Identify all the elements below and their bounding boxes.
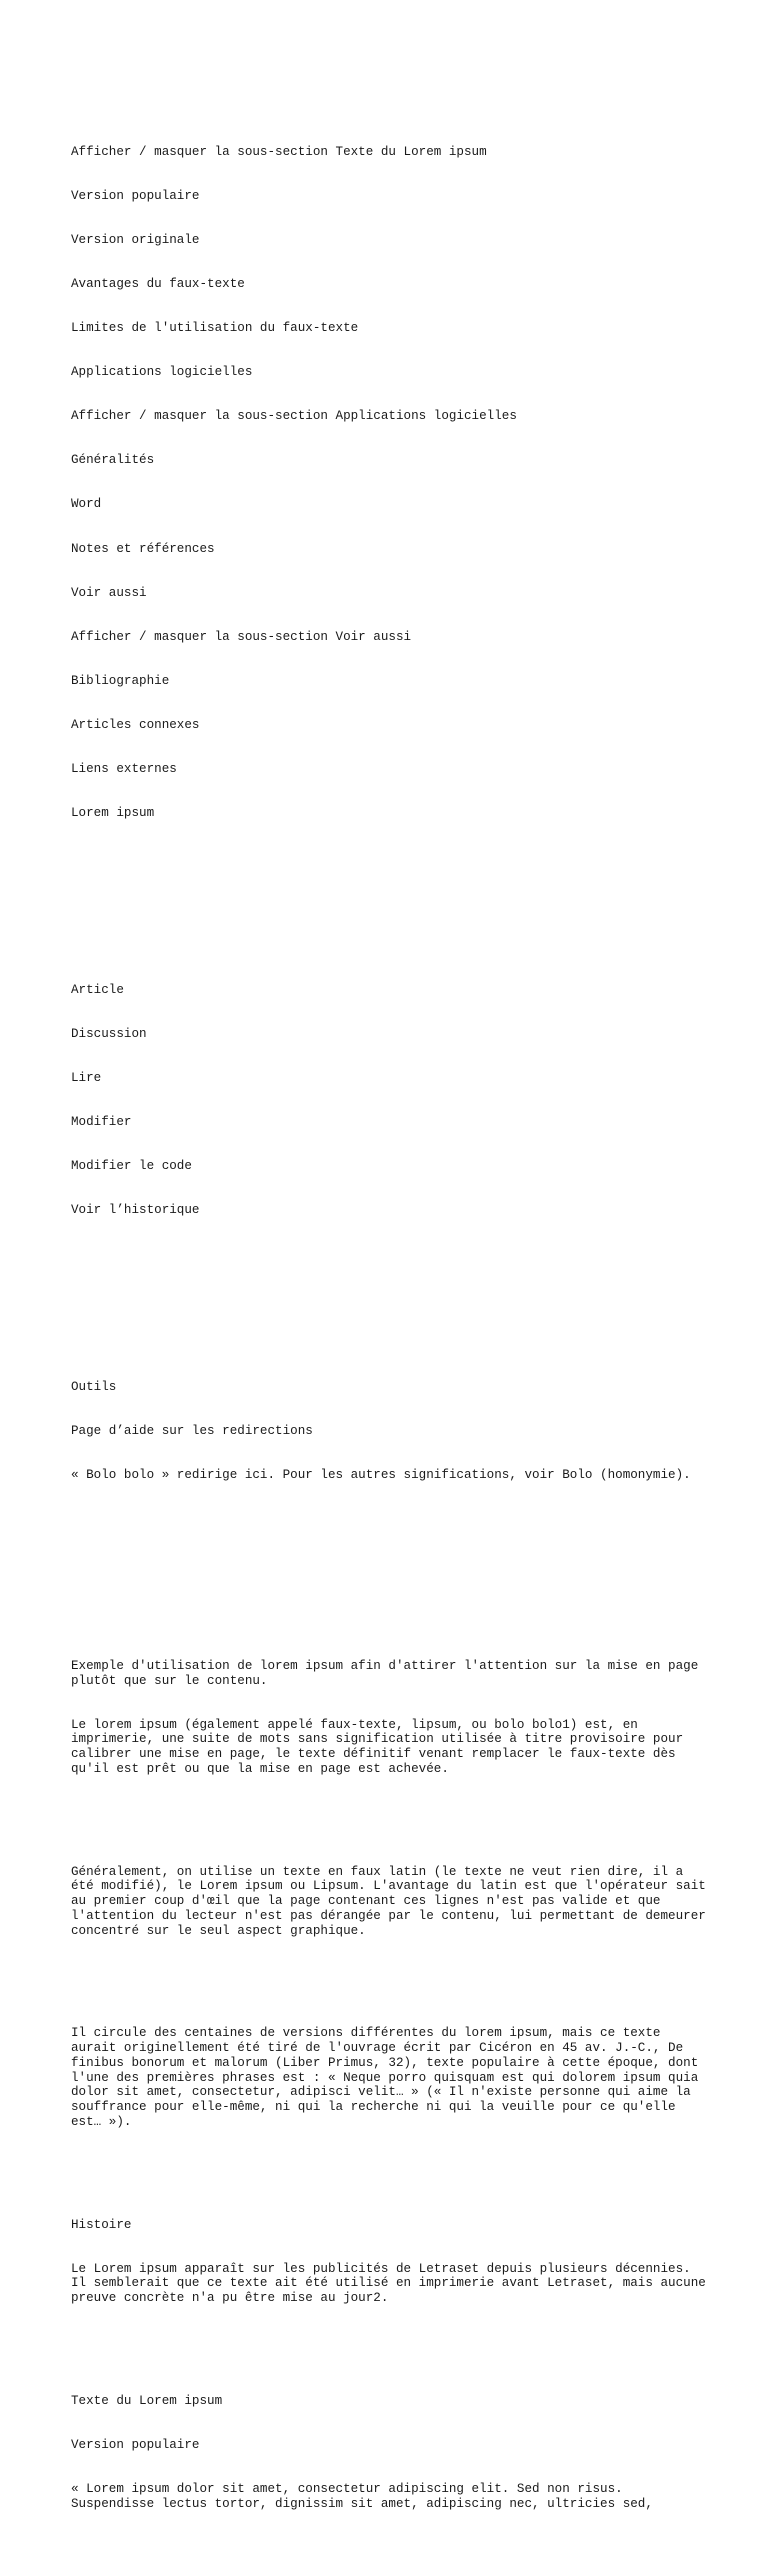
tab-modifier-le-code[interactable]: Modifier le code [71, 1159, 192, 1174]
spacer [71, 894, 711, 909]
lorem-quote: « Lorem ipsum dolor sit amet, consectetur adipiscing elit. Sed non risus. Suspendisse lectus tortor, dignissim sit amet, adipiscing nec, ultricies sed, [71, 2482, 653, 2511]
tools-menu-button[interactable]: Outils [71, 1379, 117, 1394]
toc-toggle-voir-aussi[interactable]: Afficher / masquer la sous-section Voir aussi [71, 629, 412, 644]
spacer [71, 1291, 711, 1306]
tools-section [71, 1350, 711, 1512]
image-caption: Exemple d'utilisation de lorem ipsum afin d'attirer l'attention sur la mise en page plutôt que sur le contenu. [71, 1658, 706, 1688]
tab-article[interactable]: Article [71, 982, 124, 997]
body-paragraph: Généralement, on utilise un texte en faux latin (le texte ne veut rien dire, il a été modifié), le Lorem ipsum ou Lipsum. L'avantage du latin est que l'opérateur sait au premier coup d'œil que la page contenant ces lignes n'est pas valide et que l'attention du lecteur n'est pas dérangée par le contenu, lui permettant de demeurer concentré sur le seul aspect graphique. [71, 1864, 714, 1938]
section-heading-histoire: Histoire [71, 2217, 132, 2232]
tab-discussion[interactable]: Discussion [71, 1026, 147, 1041]
toc-item-avantages[interactable]: Avantages du faux-texte [71, 276, 245, 291]
spacer [71, 1556, 711, 1585]
spacer [71, 2350, 711, 2365]
toc-item-applications[interactable]: Applications logicielles [71, 365, 253, 380]
toc-item-liens-externes[interactable]: Liens externes [71, 762, 177, 777]
page-tabs [71, 953, 711, 1247]
spacer [71, 1982, 711, 1997]
spacer [71, 2173, 711, 2188]
redirect-help-link[interactable]: Page d’aide sur les redirections [71, 1423, 313, 1438]
toc-item-bibliographie[interactable]: Bibliographie [71, 673, 170, 688]
subsection-heading-version-populaire: Version populaire [71, 2438, 200, 2453]
toc-toggle-applications[interactable]: Afficher / masquer la sous-section Applications logicielles [71, 409, 517, 424]
spacer [71, 1821, 711, 1836]
toc-item-word[interactable]: Word [71, 497, 102, 512]
section-heading-texte: Texte du Lorem ipsum [71, 2393, 223, 2408]
toc-item-notes-references[interactable]: Notes et références [71, 541, 215, 556]
table-of-contents [71, 115, 711, 850]
toc-toggle-texte-lorem-ipsum[interactable]: Afficher / masquer la sous-section Texte du Lorem ipsum [71, 144, 487, 159]
intro-paragraph: Le lorem ipsum (également appelé faux-texte, lipsum, ou bolo bolo1) est, en imprimerie, une suite de mots sans signification utilisée à titre provisoire pour calibrer une mise en page, le texte définitif venant remplacer le faux-texte dès qu'il est prêt ou que la mise en page est achevée. [71, 1717, 691, 1776]
article-body [71, 1629, 714, 2541]
toc-item-generalites[interactable]: Généralités [71, 453, 155, 468]
toc-item-voir-aussi[interactable]: Voir aussi [71, 585, 147, 600]
tab-lire[interactable]: Lire [71, 1070, 102, 1085]
tab-voir-historique[interactable]: Voir l’historique [71, 1203, 200, 1218]
document-page [71, 71, 714, 2570]
toc-item-version-populaire[interactable]: Version populaire [71, 188, 200, 203]
body-paragraph: Il circule des centaines de versions différentes du lorem ipsum, mais ce texte aurait originellement été tiré de l'ouvrage écrit par Cicéron en 45 av. J.-C., De finibus bonorum et malorum (Liber Primus, 32), texte populaire à cette époque, dont l'une des premières phrases est : « Neque porro quisquam est qui dolorem ipsum quia dolor sit amet, consectetur, adipisci velit… » (« Il n'existe personne qui aime la souffrance pour elle-même, ni qui la recherche ni qui la veuille pour ce qu'elle est… »). [71, 2026, 706, 2129]
tab-modifier[interactable]: Modifier [71, 1114, 132, 1129]
page-title: Lorem ipsum [71, 806, 155, 821]
toc-item-version-originale[interactable]: Version originale [71, 232, 200, 247]
history-paragraph: Le Lorem ipsum apparaît sur les publicités de Letraset depuis plusieurs décennies. Il semblerait que ce texte ait été utilisé en imprimerie avant Letraset, mais aucune preuve concrète n'a pu être mise au jour2. [71, 2261, 714, 2306]
toc-item-limites[interactable]: Limites de l'utilisation du faux-texte [71, 320, 359, 335]
hatnote: « Bolo bolo » redirige ici. Pour les autres significations, voir Bolo (homonymie). [71, 1467, 691, 1482]
toc-item-articles-connexes[interactable]: Articles connexes [71, 717, 200, 732]
